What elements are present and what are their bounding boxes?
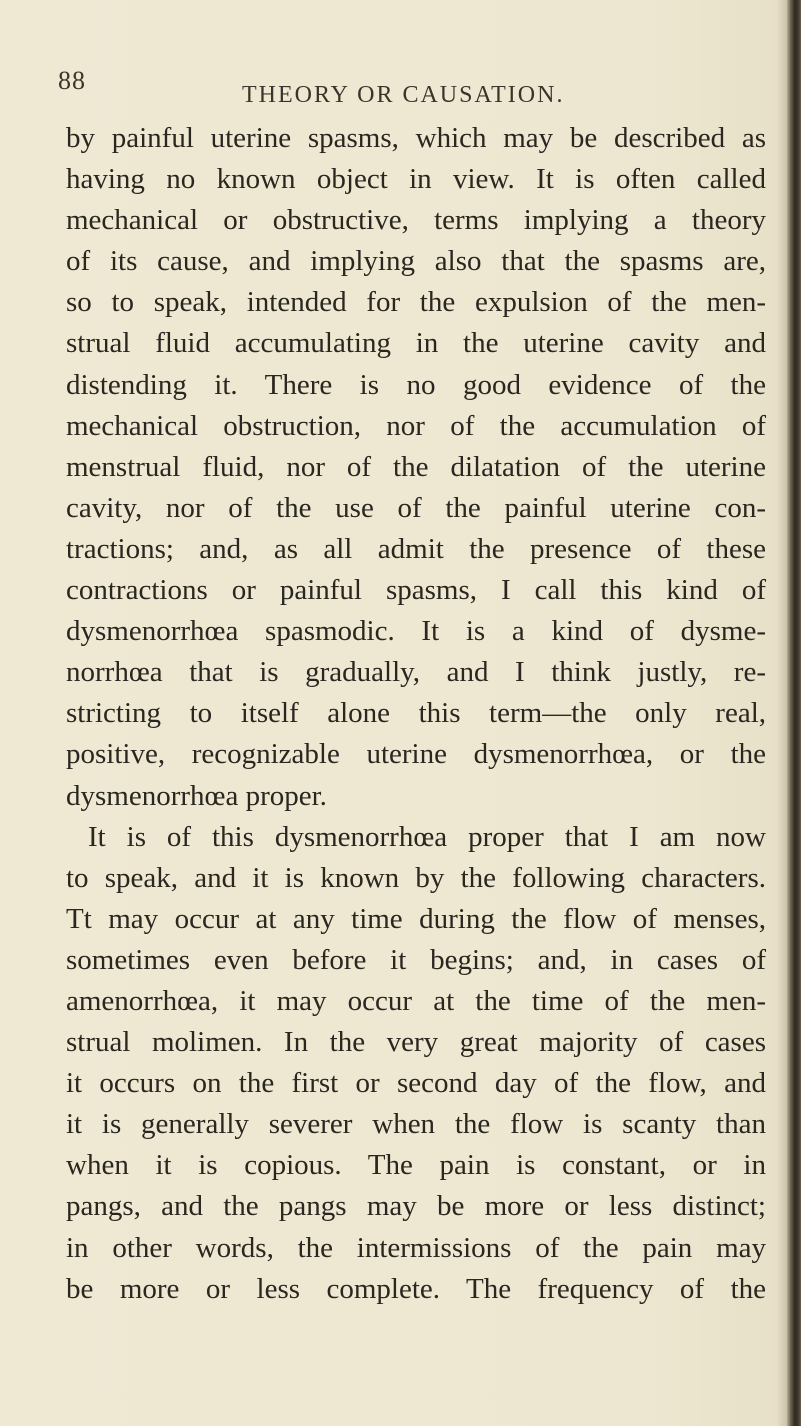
text-line: amenorrhœa, it may occur at the time of the men- — [66, 984, 766, 1017]
text-line: positive, recognizable uterine dysmenorrhœa, or the — [66, 738, 766, 771]
text-line: Tt may occur at any time during the flow of menses, — [66, 902, 766, 935]
text-line: having no known object in view. It is often called — [66, 163, 766, 196]
text-line: strual molimen. In the very great majority of cases — [66, 1026, 766, 1059]
text-line: contractions or painful spasms, I call this kind of — [66, 574, 766, 607]
text-line: dysmenorrhœa spasmodic. It is a kind of dysme- — [66, 615, 766, 648]
text-line: tractions; and, as all admit the presence of these — [66, 532, 766, 565]
text-line: It is of this dysmenorrhœa proper that I am now — [88, 820, 766, 853]
text-line: pangs, and the pangs may be more or less distinct; — [66, 1190, 766, 1223]
text-line: mechanical or obstructive, terms implying a theory — [66, 204, 766, 237]
text-line: to speak, and it is known by the following characters. — [66, 861, 766, 894]
text-line: stricting to itself alone this term—the only real, — [66, 697, 766, 730]
text-line: it occurs on the first or second day of the flow, and — [66, 1067, 766, 1100]
page-number: 88 — [58, 66, 86, 95]
text-line: distending it. There is no good evidence of the — [66, 368, 766, 401]
text-line: it is generally severer when the flow is scanty than — [66, 1108, 766, 1141]
text-line: in other words, the intermissions of the pain may — [66, 1231, 766, 1264]
text-line: mechanical obstruction, nor of the accumulation of — [66, 409, 766, 442]
text-line: of its cause, and implying also that the spasms are, — [66, 245, 766, 278]
page-gutter-shadow — [777, 0, 787, 1426]
text-line: sometimes even before it begins; and, in cases of — [66, 943, 766, 976]
text-line: when it is copious. The pain is constant, or in — [66, 1149, 766, 1182]
text-line: dysmenorrhœa proper. — [66, 779, 327, 812]
book-edge — [787, 0, 801, 1426]
running-head: THEORY OR CAUSATION. — [242, 82, 565, 108]
text-line: menstrual fluid, nor of the dilatation of the uterine — [66, 450, 766, 483]
text-line: be more or less complete. The frequency of the — [66, 1272, 766, 1305]
text-line: norrhœa that is gradually, and I think justly, re- — [66, 656, 766, 689]
text-line: strual fluid accumulating in the uterine cavity and — [66, 327, 766, 360]
body-text — [66, 118, 766, 1310]
text-line: cavity, nor of the use of the painful uterine con- — [66, 491, 766, 524]
text-line: by painful uterine spasms, which may be described as — [66, 122, 766, 154]
text-line: so to speak, intended for the expulsion of the men- — [66, 286, 766, 319]
